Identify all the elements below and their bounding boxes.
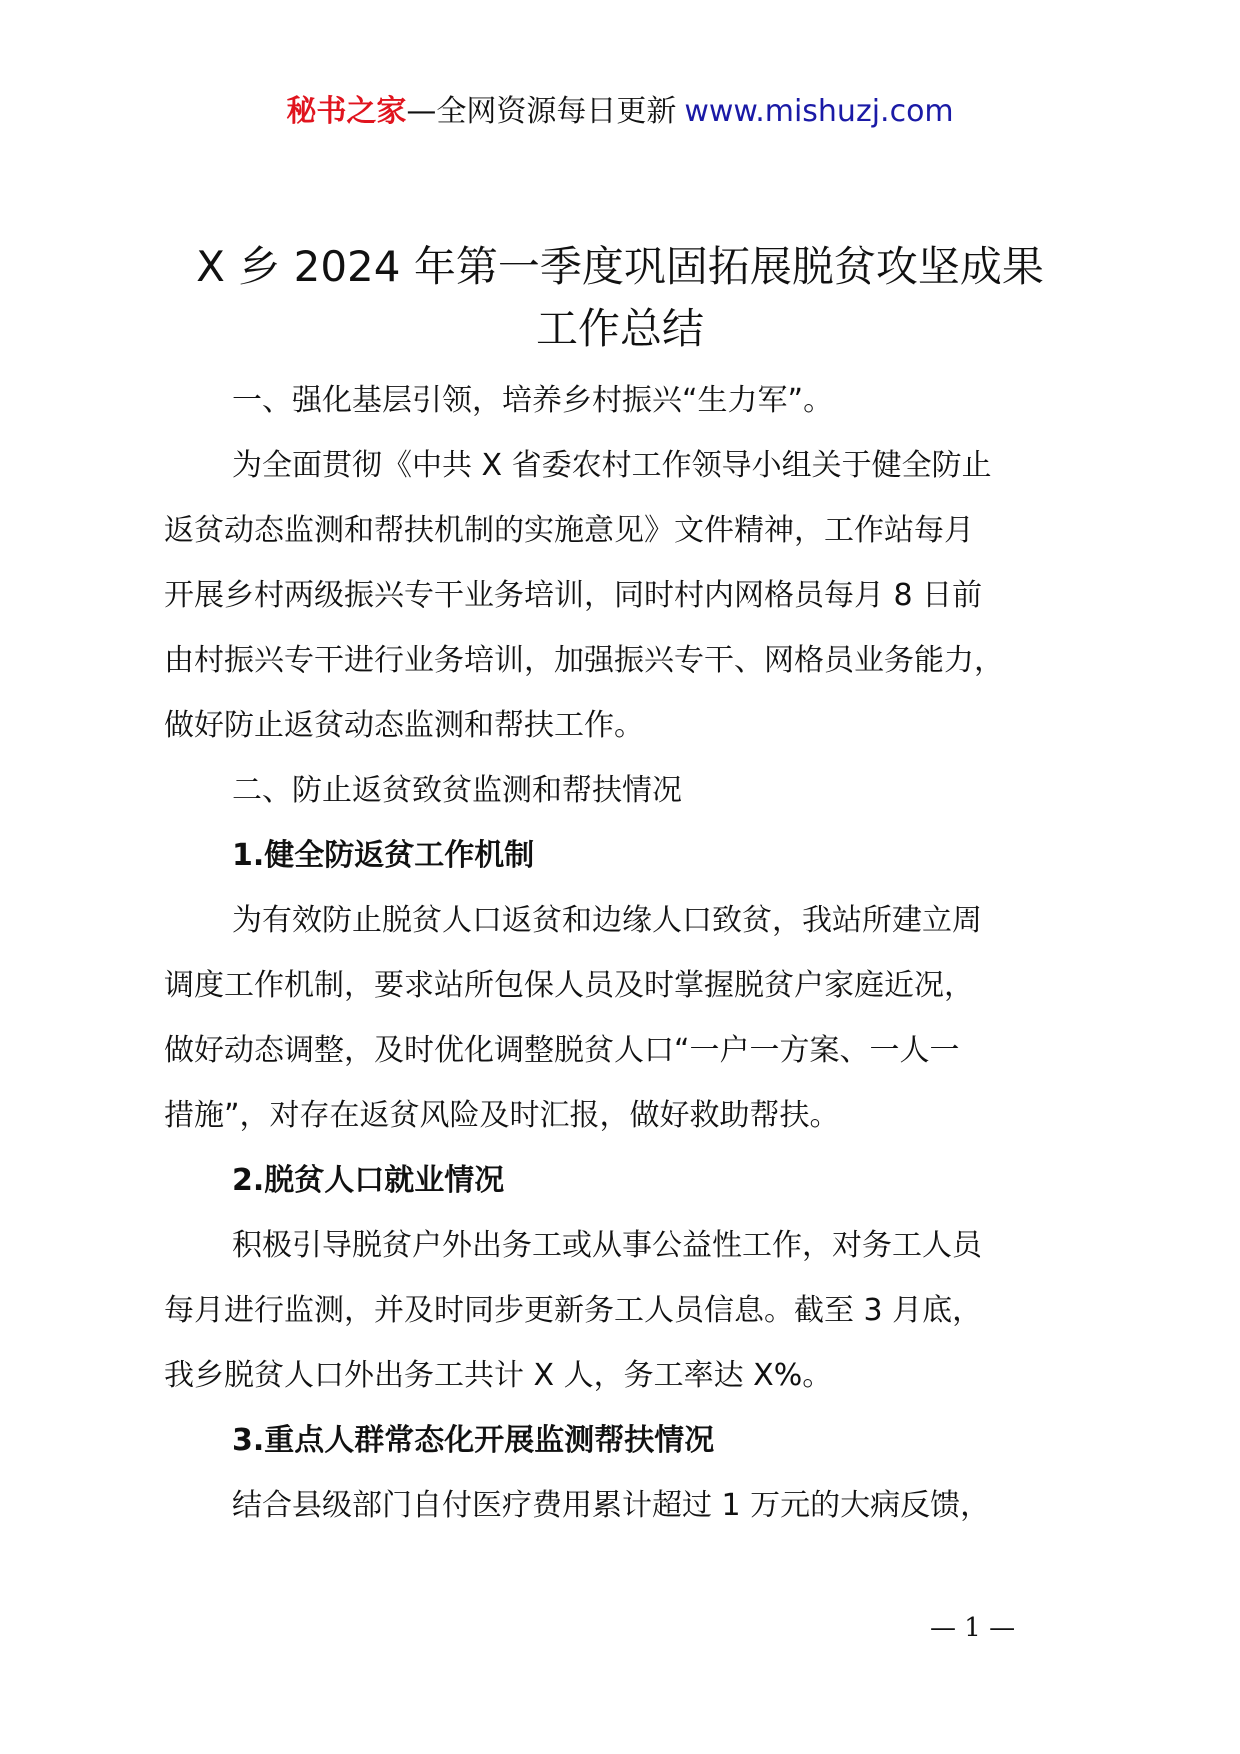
body-line: 积极引导脱贫户外出务工或从事公益性工作，对务工人员 <box>232 1228 982 1263</box>
body-line: 由村振兴专干进行业务培训，加强振兴专干、网格员业务能力， <box>164 643 1004 678</box>
section-heading: 二、防止返贫致贫监测和帮扶情况 <box>232 773 682 808</box>
body-line: 结合县级部门自付医疗费用累计超过 1 万元的大病反馈， <box>232 1488 991 1523</box>
document-body <box>164 368 1104 1538</box>
title-line-2: 工作总结 <box>535 304 704 353</box>
body-line: 每月进行监测，并及时同步更新务工人员信息。截至 3 月底， <box>164 1293 983 1328</box>
body-line: 为有效防止脱贫人口返贫和边缘人口致贫，我站所建立周 <box>232 903 982 938</box>
page-number: — 1 — <box>930 1613 1016 1643</box>
title-line-1: X 乡 2024 年第一季度巩固拓展脱贫攻坚成果 <box>196 242 1044 291</box>
subsection-heading: 1.健全防返贫工作机制 <box>232 838 535 873</box>
body-line: 调度工作机制，要求站所包保人员及时掌握脱贫户家庭近况， <box>164 968 974 1003</box>
subsection-heading: 3.重点人群常态化开展监测帮扶情况 <box>232 1423 715 1458</box>
body-line: 措施”，对存在返贫风险及时汇报，做好救助帮扶。 <box>164 1098 840 1133</box>
site-banner <box>0 92 1240 132</box>
body-line: 为全面贯彻《中共 X 省委农村工作领导小组关于健全防止 <box>232 448 992 483</box>
banner-tagline: —全网资源每日更新 <box>406 94 677 129</box>
brand-name: 秘书之家 <box>286 94 407 129</box>
body-line: 我乡脱贫人口外出务工共计 X 人，务工率达 X%。 <box>164 1358 833 1393</box>
document-title <box>0 236 1240 360</box>
body-line: 一、强化基层引领，培养乡村振兴“生力军”。 <box>232 383 834 418</box>
body-line: 开展乡村两级振兴专干业务培训，同时村内网格员每月 8 日前 <box>164 578 983 613</box>
body-line: 做好动态调整，及时优化调整脱贫人口“一户一方案、一人一 <box>164 1033 960 1068</box>
body-line: 做好防止返贫动态监测和帮扶工作。 <box>164 708 644 743</box>
subsection-heading: 2.脱贫人口就业情况 <box>232 1163 505 1198</box>
site-url-link[interactable]: www.mishuzj.com <box>684 94 954 129</box>
body-line: 返贫动态监测和帮扶机制的实施意见》文件精神，工作站每月 <box>164 513 974 548</box>
